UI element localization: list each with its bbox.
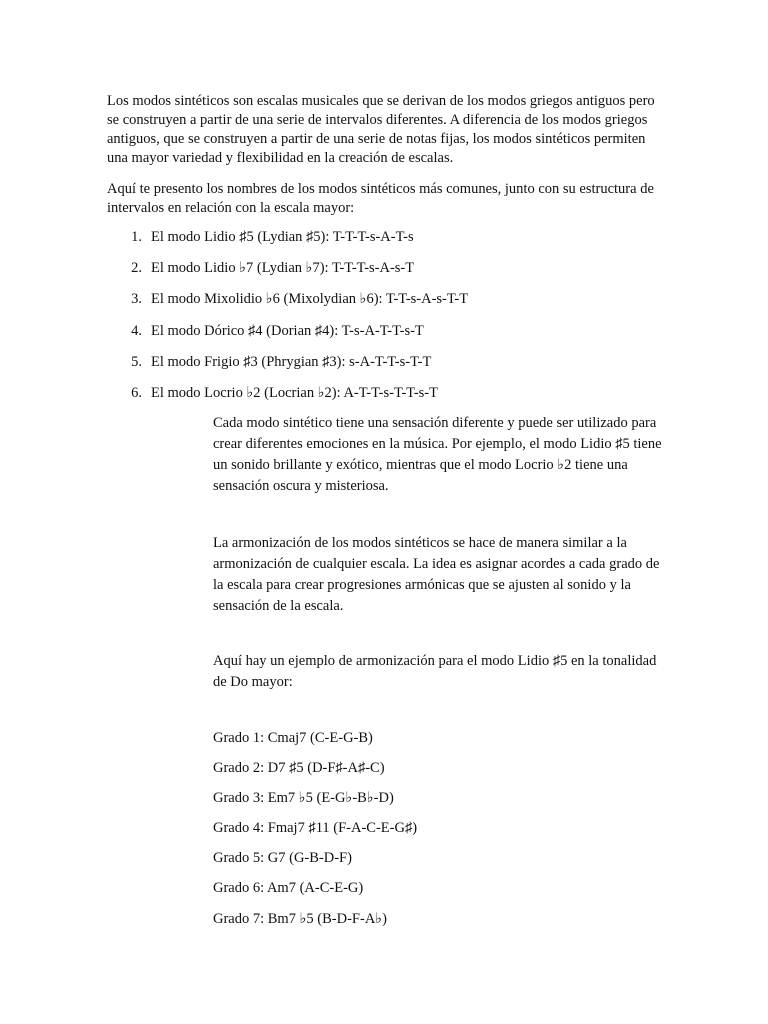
synthetic-modes-list [0,228,768,415]
list-item [0,322,768,353]
chord-degree-item: Grado 5: G7 (G-B-D-F) [213,850,352,867]
list-item [0,259,768,290]
mode-description: El modo Locrio ♭2 (Locrian ♭2): A-T-T-s-T-T-s-T [151,384,438,401]
chord-degrees-list [213,729,668,940]
list-number: 1. [131,229,142,245]
list-number: 6. [131,384,142,401]
modes-intro-paragraph: Aquí te presento los nombres de los modos sintéticos más comunes, junto con su estructura de intervalos en relación con la escala mayor: [107,181,654,216]
list-item [0,290,768,321]
mode-description: El modo Dórico ♯4 (Dorian ♯4): T-s-A-T-T-s-T [151,322,424,339]
list-item [0,353,768,384]
chord-degree-item: Grado 1: Cmaj7 (C-E-G-B) [213,730,373,746]
chord-degree-item: Grado 7: Bm7 ♭5 (B-D-F-A♭) [213,910,387,927]
chord-degree-item: Grado 3: Em7 ♭5 (E-G♭-B♭-D) [213,790,394,807]
list-item [0,384,768,415]
mode-description: El modo Lidio ♯5 (Lydian ♯5): T-T-T-s-A-T-s [151,229,414,245]
intro-paragraph: Los modos sintéticos son escalas musicales que se derivan de los modos griegos antiguos pero se construyen a partir de una serie de intervalos diferentes. A diferencia de los modos griegos antiguos, que se construyen a partir de una serie de notas fijas, los modos sintéticos permiten una mayor variedad y flexibilidad en la creación de escalas. [107,93,655,166]
list-number: 4. [131,322,142,339]
list-number: 3. [131,291,142,308]
list-number: 2. [131,260,142,277]
mode-description: El modo Lidio ♭7 (Lydian ♭7): T-T-T-s-A-s-T [151,260,415,277]
list-number: 5. [131,353,142,370]
mode-description: El modo Frigio ♯3 (Phrygian ♯3): s-A-T-T-s-T-T [151,353,432,370]
chord-degree-item: Grado 6: Am7 (A-C-E-G) [213,880,364,897]
list-item [0,228,768,259]
example-intro-paragraph: Aquí hay un ejemplo de armonización para el modo Lidio ♯5 en la tonalidad de Do mayor: [213,653,657,690]
chord-degree-item: Grado 4: Fmaj7 ♯11 (F-A-C-E-G♯) [213,820,418,837]
mode-description: El modo Mixolidio ♭6 (Mixolydian ♭6): T-T-s-A-s-T-T [151,291,469,308]
harmonization-paragraph: La armonización de los modos sintéticos se hace de manera similar a la armonización de cualquier escala. La idea es asignar acordes a cada grado de la escala para crear progresiones armónicas que se ajusten al sonido y la sensación de la escala. [213,535,660,614]
chord-degree-item: Grado 2: D7 ♯5 (D-F♯-A♯-C) [213,760,385,777]
modes-sensation-paragraph: Cada modo sintético tiene una sensación diferente y puede ser utilizado para crear diferentes emociones en la música. Por ejemplo, el modo Lidio ♯5 tiene un sonido brillante y exótico, mientras que el modo Locrio ♭2 tiene una sensación oscura y misteriosa. [213,415,662,494]
